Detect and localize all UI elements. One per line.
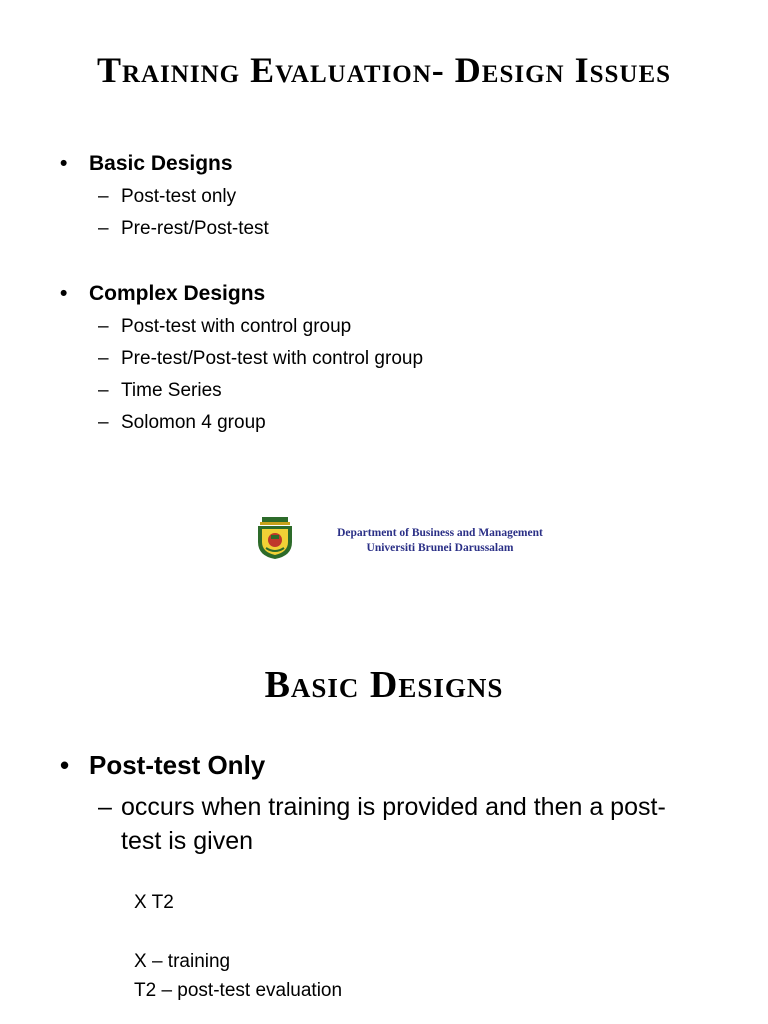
bullet-dot: • <box>60 750 70 780</box>
design-notation: X T2 <box>134 892 174 913</box>
sub-item-post-test-control <box>98 316 351 338</box>
bullet-label: Basic Designs <box>89 152 233 175</box>
university-crest-icon <box>254 516 296 560</box>
legend-training: X – training <box>134 951 231 972</box>
dash: – <box>98 793 112 821</box>
sub-item-label: Pre-test/Post-test with control group <box>121 348 424 369</box>
slide-2 <box>0 640 768 1024</box>
slide-1-title: Training Evaluation- Design Issues <box>96 50 672 90</box>
sub-item-solomon <box>98 412 266 434</box>
dash: – <box>98 316 109 337</box>
bullet-post-test-only <box>60 750 265 781</box>
bullet-label: Complex Designs <box>89 282 266 305</box>
dash: – <box>98 348 109 369</box>
sub-item-pre-post-control <box>98 348 423 370</box>
footer-line-1: Department of Business and Management <box>337 527 543 539</box>
bullet-label: Post-test Only <box>89 750 266 780</box>
sub-item-time-series <box>98 380 222 402</box>
sub-item-label: Post-test with control group <box>121 316 352 337</box>
dash: – <box>98 218 109 239</box>
sub-item-label: Time Series <box>121 380 222 401</box>
bullet-dot: • <box>60 152 68 175</box>
footer-line-2: Universiti Brunei Darussalam <box>366 542 514 554</box>
bullet-complex-designs <box>60 282 265 306</box>
legend-post-test: T2 – post-test evaluation <box>134 980 343 1001</box>
sub-item-label: occurs when training is provided and then a post-test is given <box>121 793 666 855</box>
dash: – <box>98 412 109 433</box>
dash: – <box>98 186 109 207</box>
slide-2-title: Basic Designs <box>264 664 504 706</box>
sub-item-post-test-only <box>98 186 236 208</box>
sub-item-description <box>98 790 698 858</box>
sub-item-label: Pre-rest/Post-test <box>121 218 269 239</box>
sub-item-pre-post-test <box>98 218 269 240</box>
sub-item-label: Solomon 4 group <box>121 412 266 433</box>
department-footer <box>300 526 580 556</box>
dash: – <box>98 380 109 401</box>
bullet-basic-designs <box>60 152 233 176</box>
bullet-dot: • <box>60 282 68 305</box>
sub-item-label: Post-test only <box>121 186 237 207</box>
